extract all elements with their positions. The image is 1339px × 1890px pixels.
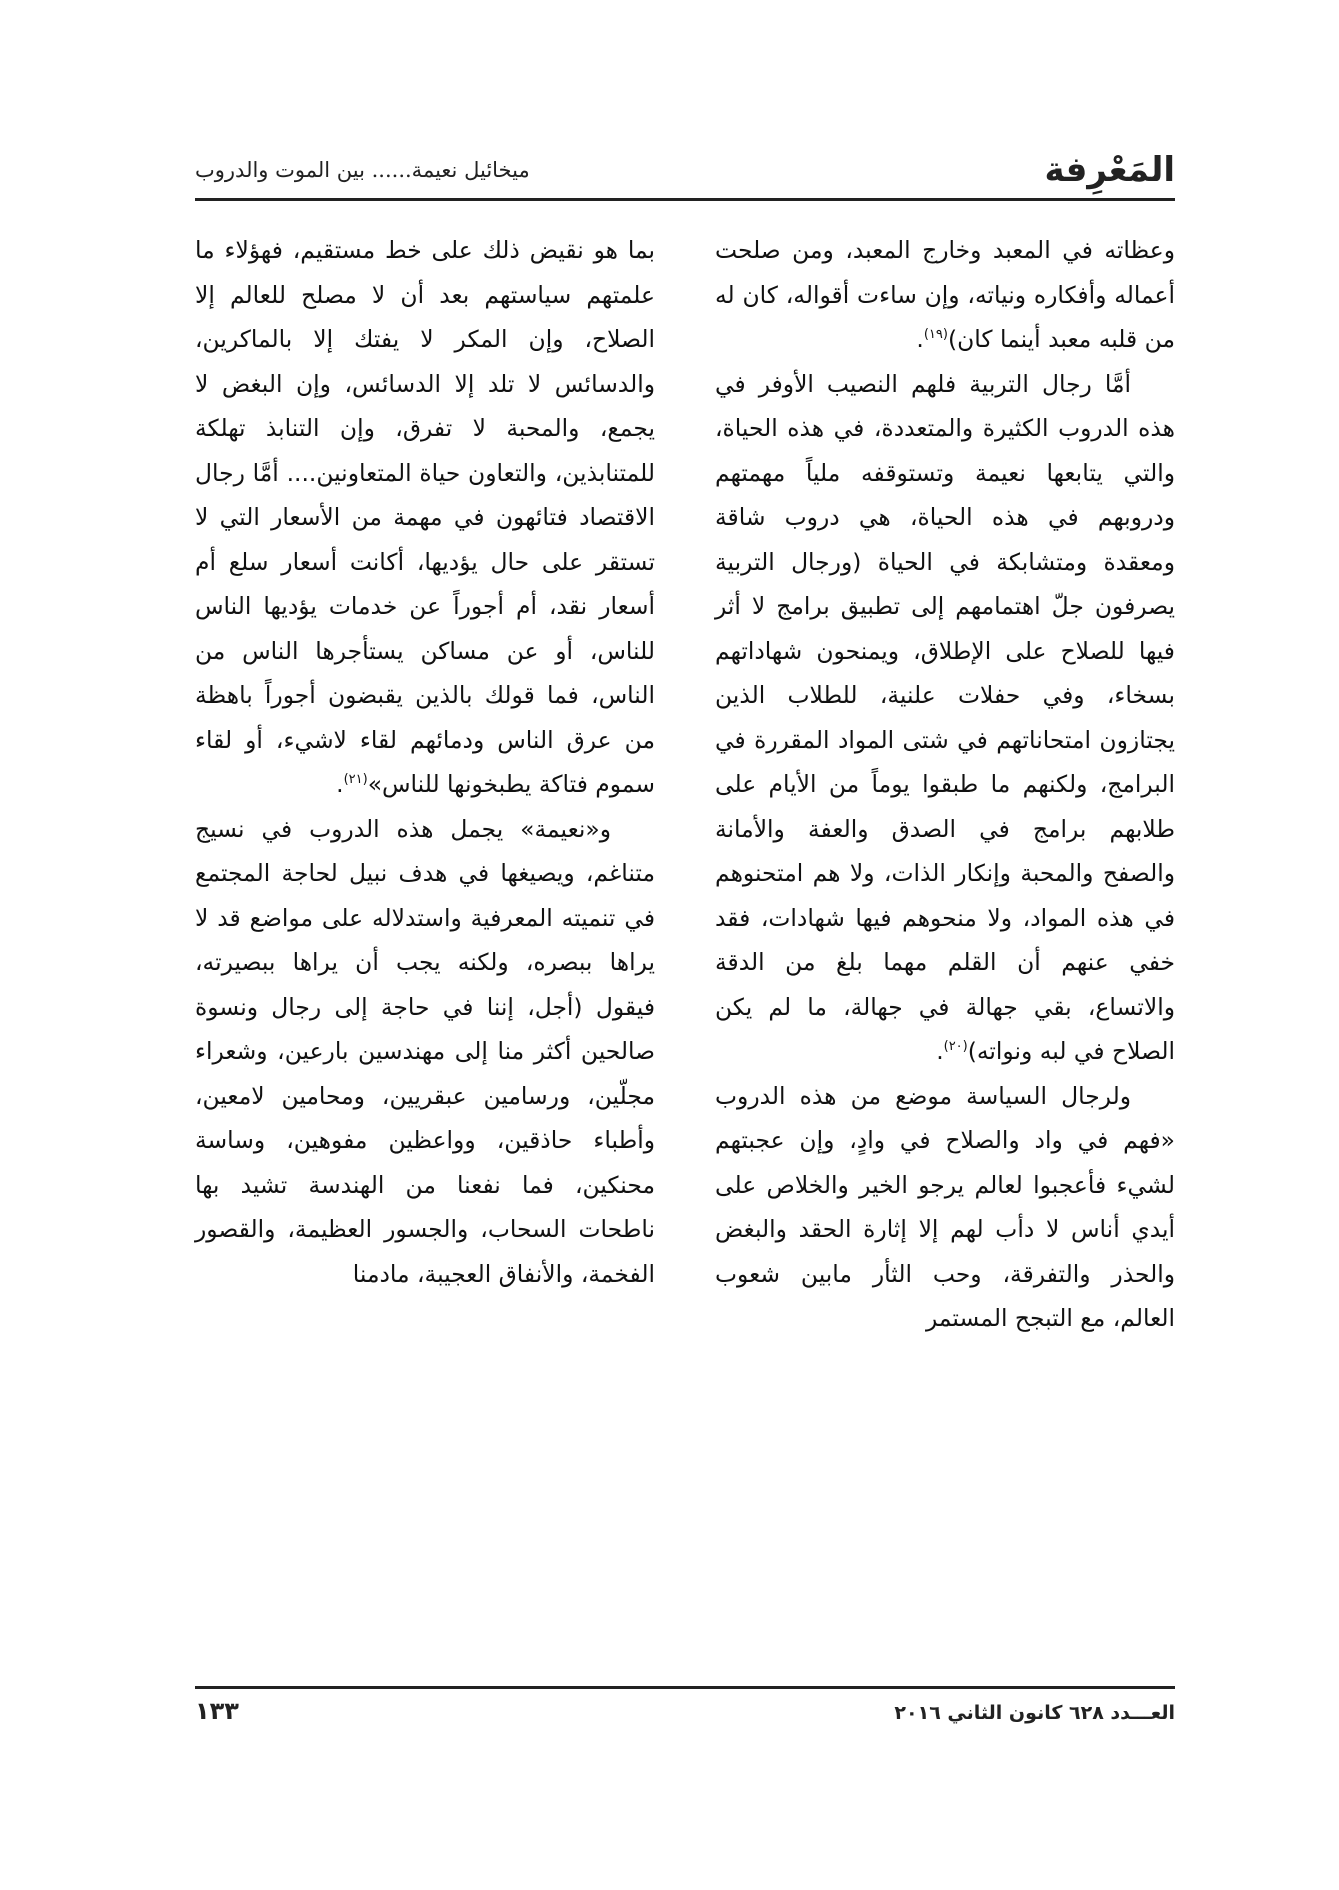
running-head: ميخائيل نعيمة...... بين الموت والدروب [195, 158, 530, 182]
right-column [715, 228, 1175, 1341]
paragraph-text: أمَّا رجال التربية فلهم النصيب الأوفر في هذه الدروب الكثيرة والمتعددة، في هذه الحياة، والتي يتابعها نعيمة وتستوقفه ملياً مهمتهم ودروبهم في هذه الحياة، هي دروب شاقة ومعقدة ومتشابكة في الحياة (ورجال التربية يصرفون جلّ اهتمامهم إلى تطبيق برامج لا أثر فيها للصلاح على الإطلاق، ويمنحون شهاداتهم بسخاء، وفي حفلات علنية، للطلاب الذين يجتازون امتحاناتهم في شتى المواد المقررة في البرامج، ولكنهم ما طبقوا يوماً من الأيام على طلابهم برامج في الصدق والعفة والأمانة والصفح والمحبة وإنكار الذات، ولا هم امتحنوهم في هذه المواد، ولا منحوهم فيها شهادات، فقد خفي عنهم أن القلم مهما بلغ من الدقة والاتساع، بقي جهالة في جهالة، ما لم يكن الصلاح في لبه ونواته) [715, 369, 1175, 1065]
paragraph-text: بما هو نقيض ذلك على خط مستقيم، فهؤلاء ما علمتهم سياستهم بعد أن لا مصلح للعالم إلا الصلاح، وإن المكر لا يفتك إلا بالماكرين، والدسائس لا تلد إلا الدسائس، وإن البغض لا يجمع، والمحبة لا تفرق، وإن التنابذ تهلكة للمتنابذين، والتعاون حياة المتعاونين.... أمَّا رجال الاقتصاد فتائهون في مهمة من الأسعار التي لا تستقر على حال يؤديها، أكانت أسعار سلع أم أسعار نقد، أم أجوراً عن خدمات يؤديها الناس للناس، أو عن مساكن يستأجرها الناس من الناس، فما قولك بالذين يقبضون أجوراً باهظة من عرق الناس ودمائهم لقاء لاشيء، أو لقاء سموم فتاكة يطبخونها للناس» [195, 236, 655, 798]
left-column [195, 228, 655, 1296]
footer-rule [195, 1686, 1175, 1689]
paragraph-text: ولرجال السياسة موضع من هذه الدروب «فهم في واد والصلاح في وادٍ، وإن عجبتهم لشيء فأعجبوا لعالم يرجو الخير والخلاص على أيدي أناس لا دأب لهم إلا إثارة الحقد والبغض والحذر والتفرقة، وحب الثأر مابين شعوب العالم، مع التبجح المستمر [715, 1081, 1175, 1332]
paragraph [715, 362, 1175, 1074]
page-number: ١٣٣ [195, 1697, 239, 1725]
paragraph [195, 807, 655, 1297]
page-header [195, 148, 1175, 192]
paragraph-end: . [336, 770, 344, 798]
magazine-logo: المَعْرِفة [1044, 150, 1175, 190]
paragraph [195, 228, 655, 807]
paragraph-end: . [916, 325, 924, 353]
footnote-marker: (٢٠) [943, 1039, 968, 1055]
issue-label: العـــدد ٦٢٨ كانون الثاني ٢٠١٦ [894, 1702, 1175, 1724]
footnote-marker: (١٩) [923, 327, 948, 343]
paragraph-text: وعظاته في المعبد وخارج المعبد، ومن صلحت أعماله وأفكاره ونياته، وإن ساءت أقواله، كان له من قلبه معبد أينما كان) [715, 236, 1175, 353]
footnote-marker: (٢١) [343, 772, 368, 788]
header-rule [195, 198, 1175, 201]
paragraph [715, 1074, 1175, 1341]
paragraph [715, 228, 1175, 362]
paragraph-end: . [936, 1037, 944, 1065]
paragraph-text: و«نعيمة» يجمل هذه الدروب في نسيج متناغم، ويصيغها في هدف نبيل لحاجة المجتمع في تنميته المعرفية واستدلاله على مواضع قد لا يراها ببصره، ولكنه يجب أن يراها ببصيرته، فيقول (أجل، إننا في حاجة إلى رجال ونسوة صالحين أكثر منا إلى مهندسين بارعين، وشعراء مجلّين، ورسامين عبقريين، ومحامين لامعين، وأطباء حاذقين، وواعظين مفوهين، وساسة محنكين، فما نفعنا من الهندسة تشيد بها ناطحات السحاب، والجسور العظيمة، والقصور الفخمة، والأنفاق العجيبة، مادمنا [195, 814, 655, 1288]
